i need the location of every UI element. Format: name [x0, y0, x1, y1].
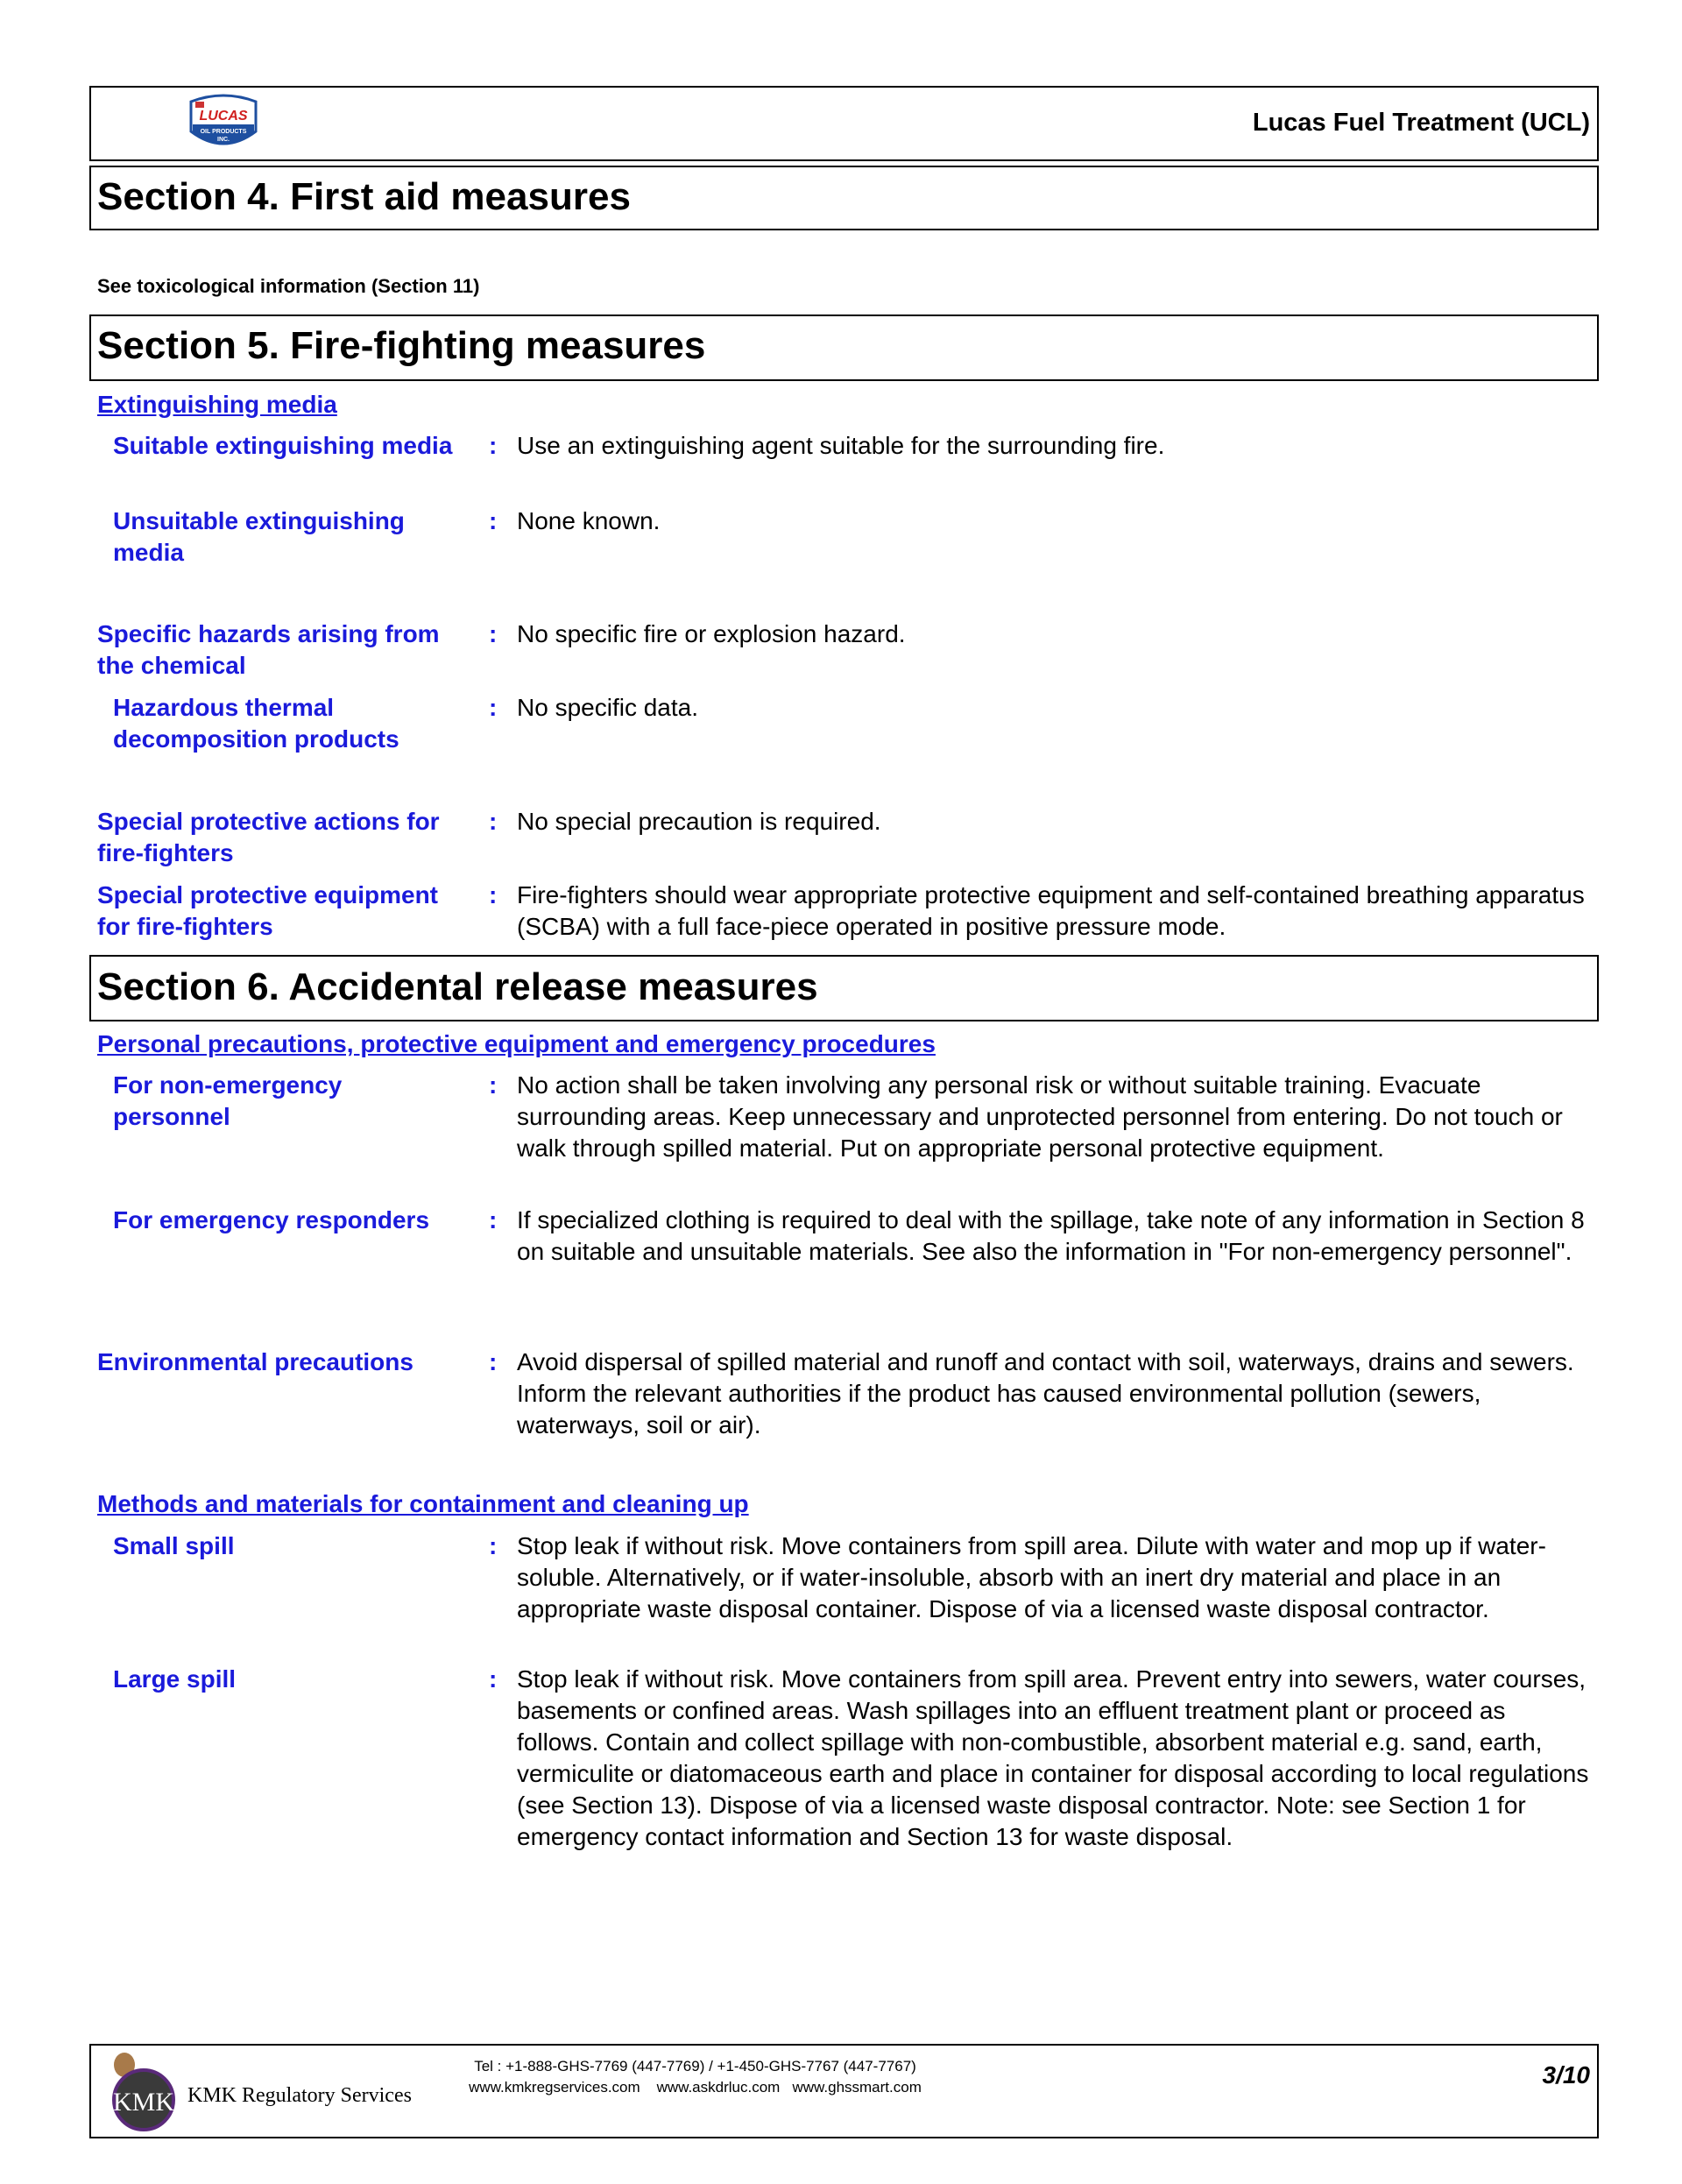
field-label: Hazardous thermal decomposition products [113, 694, 399, 753]
field-value: Stop leak if without risk. Move containers from spill area. Prevent entry into sewers, water courses, basements or confined areas. Wash spillages into an effluent treatment plant or proceed as follows. Contain and collect spillage with non-combustible, absorbent material e.g. sand, earth, vermiculite or diatomaceous earth and place in container for disposal according to local regulations (see Section 13). Dispose of via a licensed waste disposal contractor. Note: see Section 1 for emergency contact information and Section 13 for waste disposal. [517, 1665, 1589, 1850]
contact-urls: www.kmkregservices.com www.askdrluc.com www.ghssmart.com [469, 2079, 922, 2096]
colon: : [489, 507, 498, 534]
field-value: None known. [517, 507, 661, 534]
svg-text:INC.: INC. [217, 137, 230, 143]
lucas-logo [187, 93, 259, 152]
colon: : [489, 694, 498, 721]
contact-tel: Tel : +1-888-GHS-7769 (447-7769) / +1-450-GHS-7767 (447-7767) [474, 2058, 916, 2074]
colon: : [489, 1665, 498, 1693]
field-label: For non-emergency personnel [113, 1071, 343, 1130]
page-header [89, 86, 1599, 161]
field-value: Avoid dispersal of spilled material and runoff and contact with soil, waterways, drains and sewers. Inform the relevant authorities if the product has caused environmental pollution (sewers, waterways, soil or air). [517, 1348, 1574, 1438]
colon: : [489, 1206, 498, 1233]
svg-text:KMK: KMK [112, 2088, 175, 2117]
colon: : [489, 620, 498, 647]
extinguishing-media-heading: Extinguishing media [97, 391, 337, 418]
field-value: If specialized clothing is required to deal with the spillage, take note of any information in Section 8 on suitable and unsuitable materials. See also the information in "For non-emergency personnel". [517, 1206, 1585, 1265]
field-label: Environmental precautions [97, 1348, 413, 1375]
field-value: Stop leak if without risk. Move containers from spill area. Dilute with water and mop up if water-soluble. Alternatively, or if water-insoluble, absorb with an inert dry material and place in an appropriate waste disposal container. Dispose of via a licensed waste disposal contractor. [517, 1532, 1546, 1622]
company-name: KMK Regulatory Services [187, 2084, 412, 2107]
colon: : [489, 432, 498, 459]
section-4-title: Section 4. First aid measures [97, 175, 631, 218]
section-6-title: Section 6. Accidental release measures [97, 965, 818, 1008]
field-label: Small spill [113, 1532, 235, 1559]
page-footer [89, 2044, 1599, 2138]
section-4-note: See toxicological information (Section 11) [97, 275, 480, 297]
colon: : [489, 881, 498, 908]
field-value: Use an extinguishing agent suitable for the surrounding fire. [517, 432, 1165, 459]
colon: : [489, 1348, 498, 1375]
field-label: Specific hazards arising from the chemical [97, 620, 440, 679]
page-number: 3/10 [1542, 2061, 1590, 2089]
field-label: Special protective actions for fire-fighters [97, 808, 440, 866]
methods-heading: Methods and materials for containment and cleaning up [97, 1490, 749, 1517]
product-name: Lucas Fuel Treatment (UCL) [1252, 109, 1590, 137]
field-label: For emergency responders [113, 1206, 430, 1233]
field-value: No action shall be taken involving any personal risk or without suitable training. Evacuate surrounding areas. Keep unnecessary and unprotected personnel from entering. Do not touch or walk through spilled material. Put on appropriate personal protective equipment. [517, 1071, 1563, 1162]
field-label: Large spill [113, 1665, 237, 1693]
svg-text:OIL PRODUCTS: OIL PRODUCTS [200, 129, 247, 135]
field-label: Unsuitable extinguishing media [113, 507, 405, 566]
colon: : [489, 808, 498, 835]
colon: : [489, 1532, 498, 1559]
colon: : [489, 1071, 498, 1099]
field-label: Suitable extinguishing media [113, 432, 453, 459]
field-value: Fire-fighters should wear appropriate protective equipment and self-contained breathing apparatus (SCBA) with a full face-piece operated in positive pressure mode. [517, 881, 1585, 940]
personal-precautions-heading: Personal precautions, protective equipment and emergency procedures [97, 1030, 936, 1057]
svg-text:LUCAS: LUCAS [199, 109, 248, 124]
field-value: No special precaution is required. [517, 808, 881, 835]
field-value: No specific data. [517, 694, 698, 721]
section-5-title: Section 5. Fire-fighting measures [97, 324, 706, 367]
field-label: Special protective equipment for fire-fighters [97, 881, 438, 940]
field-value: No specific fire or explosion hazard. [517, 620, 906, 647]
